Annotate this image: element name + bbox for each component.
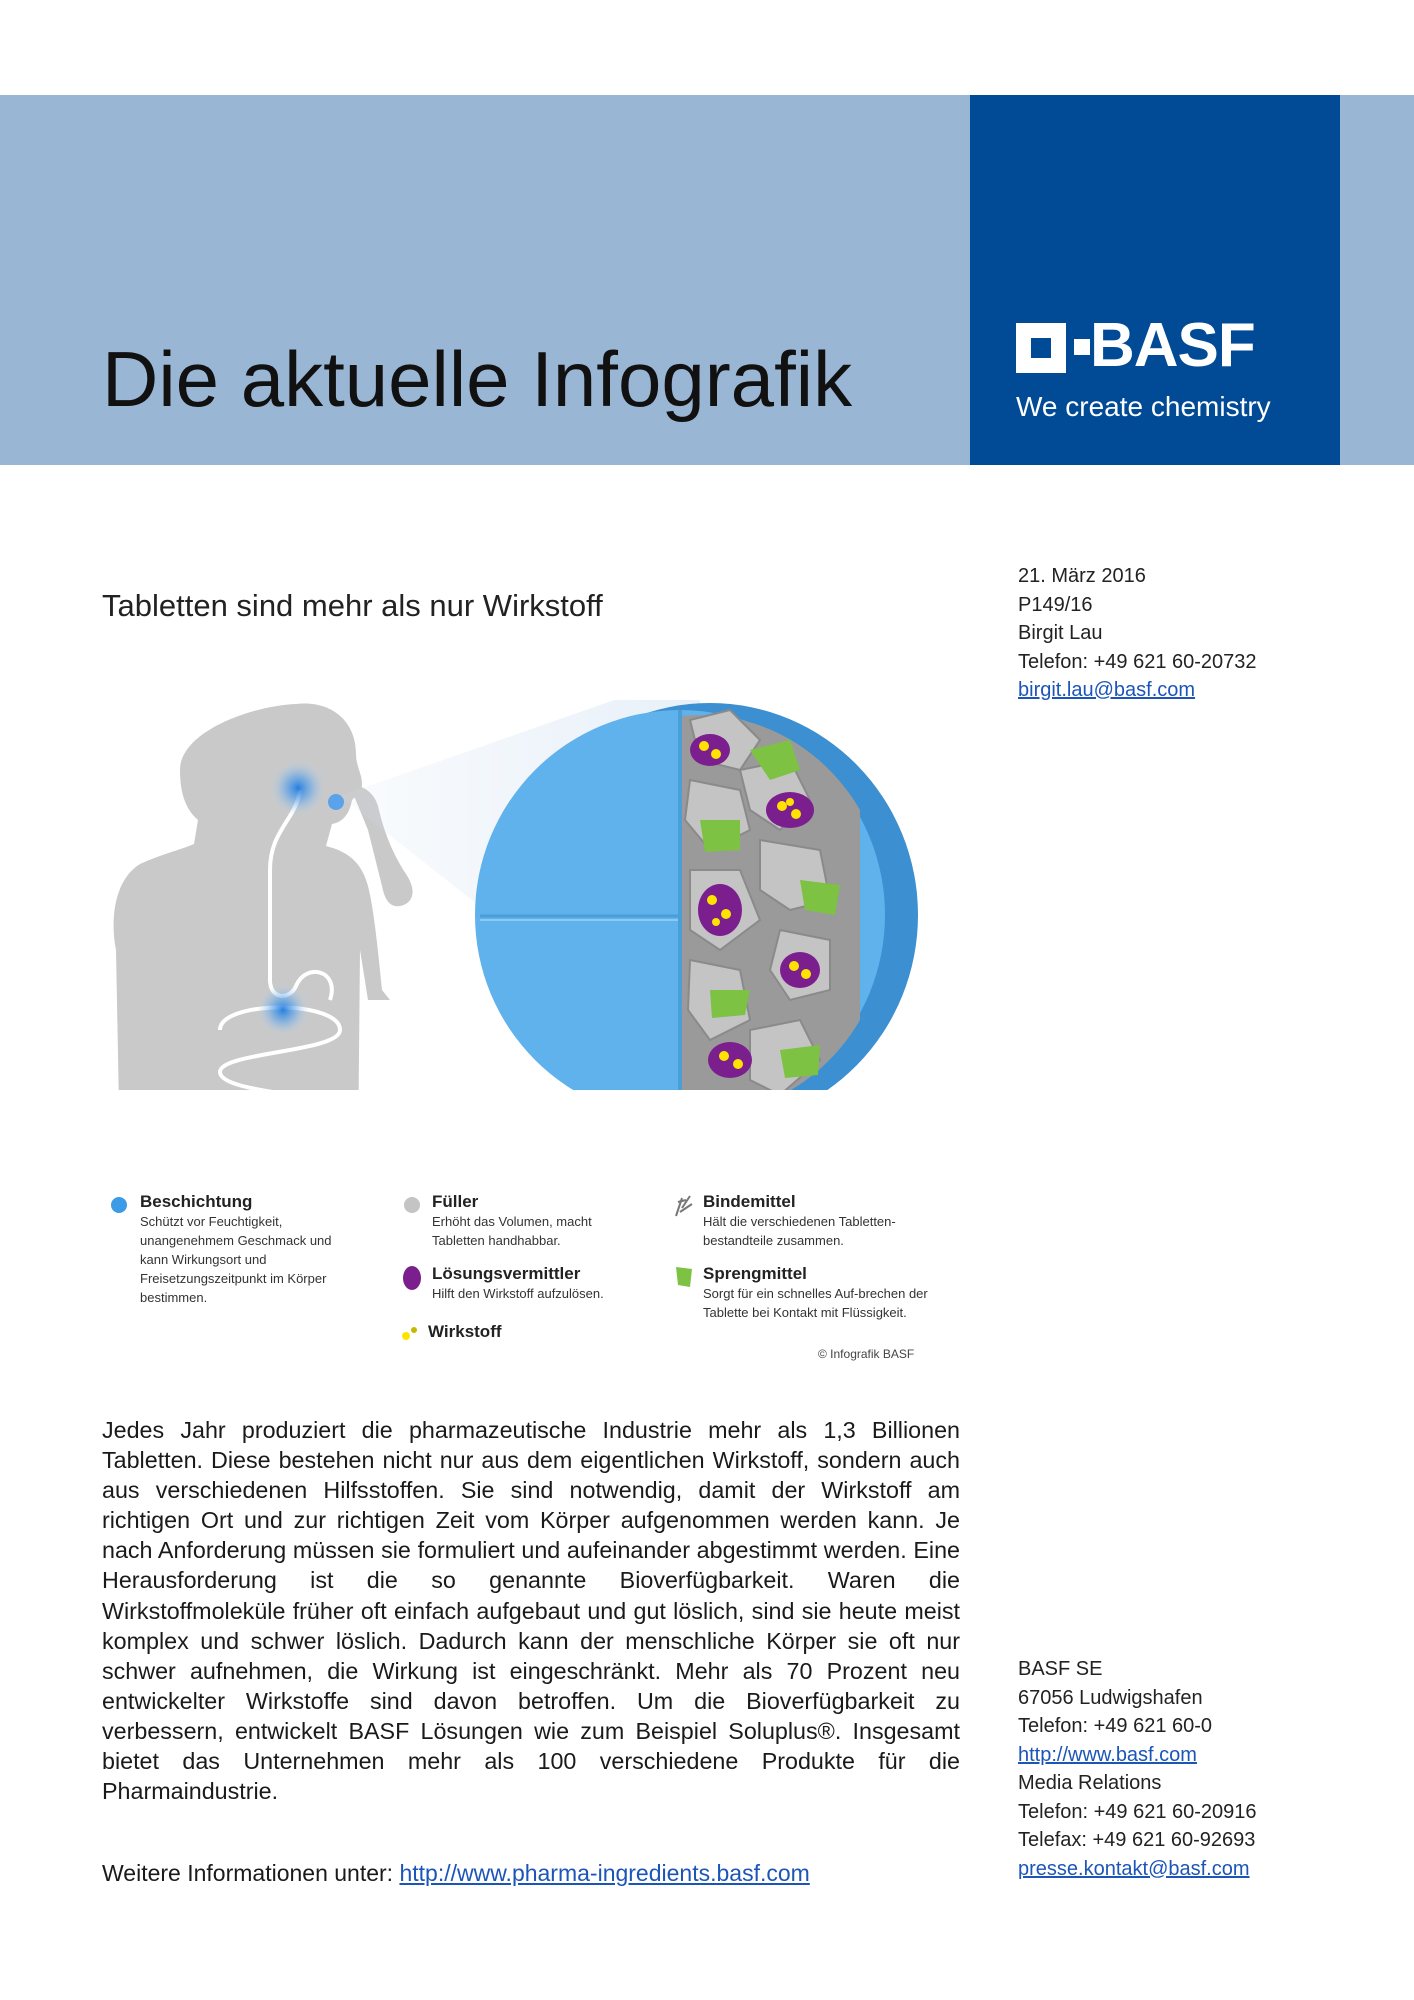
legend-filler-title: Füller xyxy=(432,1192,479,1211)
filler-dot-icon xyxy=(403,1196,421,1214)
legend-solubilizer-title: Lösungsvermittler xyxy=(432,1264,581,1283)
coating-dot-icon xyxy=(110,1196,128,1214)
company-contact xyxy=(1018,1655,1257,1883)
media-relations-label: Media Relations xyxy=(1018,1772,1162,1794)
tablet-infographic xyxy=(100,700,960,1090)
basf-logo[interactable] xyxy=(970,95,1340,465)
contact-name: Birgit Lau xyxy=(1018,622,1103,644)
legend-active-title: Wirkstoff xyxy=(428,1322,502,1341)
company-name: BASF SE xyxy=(1018,1658,1103,1680)
contact-email-link[interactable]: birgit.lau@basf.com xyxy=(1018,679,1196,701)
legend-solubilizer-desc: Hilft den Wirkstoff aufzulösen. xyxy=(432,1286,604,1301)
more-info-label: Weitere Informationen unter: xyxy=(102,1860,400,1886)
active-dots-icon xyxy=(400,1324,420,1342)
press-reference: P149/16 xyxy=(1018,593,1093,616)
legend-binder-desc: Hält die verschiedenen Tabletten-bestandteile zusammen. xyxy=(703,1214,896,1248)
media-email-link[interactable]: presse.kontakt@basf.com xyxy=(1018,1857,1250,1880)
contact-phone: Telefon: +49 621 60-20732 xyxy=(1018,650,1257,673)
logo-wordmark: BASF xyxy=(1090,311,1255,380)
legend-active xyxy=(428,1322,502,1342)
legend-coating-desc: Schützt vor Feuchtigkeit, unangenehmem Geschmack und kann Wirkungsort und Freisetzungszeitpunkt im Körper bestimmen. xyxy=(140,1214,332,1305)
stomach-glow xyxy=(257,984,309,1036)
legend-coating xyxy=(140,1192,360,1307)
disintegrant-icon xyxy=(673,1264,695,1290)
article-subtitle: Tabletten sind mehr als nur Wirkstoff xyxy=(102,588,603,623)
legend-filler-desc: Erhöht das Volumen, macht Tabletten handhabbar. xyxy=(432,1214,592,1248)
press-meta xyxy=(1018,562,1257,705)
media-fax: Telefax: +49 621 60-92693 xyxy=(1018,1829,1256,1851)
logo-small-square-icon xyxy=(1074,339,1090,355)
body-paragraph: Jedes Jahr produziert die pharmazeutische Industrie mehr als 1,3 Billionen Tabletten. Diese bestehen nicht nur aus dem eigentlichen Wirkstoff, sondern auch aus verschiedenen Hilfsstoffen. Sie sind notwendig, damit der Wirkstoff am richtigen Ort und zur richtigen Zeit vom Körper aufgenommen werden kann. Je nach Anforderung müssen sie formuliert und aufeinander abgestimmt werden. Eine Herausforderung ist die so genannte Bioverfügbarkeit. Waren die Wirkstoffmoleküle früher oft einfach aufgebaut und gut löslich, sind sie heute meist komplex und schwer löslich. Dadurch kann der menschliche Körper sie oft nur schwer aufnehmen, die Wirkung ist eingeschränkt. Mehr als 70 Prozent neu entwickelter Wirkstoffe sind davon betroffen. Um die Bioverfügbarkeit zu verbessern, entwickelt BASF Lösungen wie zum Beispiel Soluplus®. Insgesamt bietet das Unternehmen mehr als 100 verschiedene Produkte für die Pharmaindustrie. xyxy=(102,1417,960,1805)
logo-square-icon xyxy=(1016,323,1066,373)
press-date: 21. März 2016 xyxy=(1018,565,1146,587)
media-phone: Telefon: +49 621 60-20916 xyxy=(1018,1800,1257,1823)
logo-tagline: We create chemistry xyxy=(1016,391,1271,422)
company-phone: Telefon: +49 621 60-0 xyxy=(1018,1715,1213,1737)
legend-disintegrant xyxy=(703,1264,943,1322)
infographic-copyright: © Infografik BASF xyxy=(818,1347,915,1361)
legend-disintegrant-title: Sprengmittel xyxy=(703,1264,807,1283)
legend-disintegrant-desc: Sorgt für ein schnelles Auf-brechen der Tablette bei Kontakt mit Flüssigkeit. xyxy=(703,1286,928,1320)
page-title: Die aktuelle Infografik xyxy=(102,335,853,423)
binder-icon xyxy=(672,1194,696,1220)
legend-coating-title: Beschichtung xyxy=(140,1192,253,1211)
legend-solubilizer xyxy=(432,1264,662,1303)
infographic-legend xyxy=(100,1192,960,1372)
legend-binder-title: Bindemittel xyxy=(703,1192,796,1211)
more-info xyxy=(102,1860,810,1887)
legend-binder xyxy=(703,1192,943,1250)
mouth-glow xyxy=(270,760,326,816)
solubilizer-drop-icon xyxy=(402,1265,422,1291)
more-info-link[interactable]: http://www.pharma-ingredients.basf.com xyxy=(399,1860,810,1886)
legend-filler xyxy=(432,1192,642,1250)
company-city: 67056 Ludwigshafen xyxy=(1018,1686,1203,1709)
human-silhouette xyxy=(114,703,413,1090)
company-website-link[interactable]: http://www.basf.com xyxy=(1018,1743,1197,1766)
